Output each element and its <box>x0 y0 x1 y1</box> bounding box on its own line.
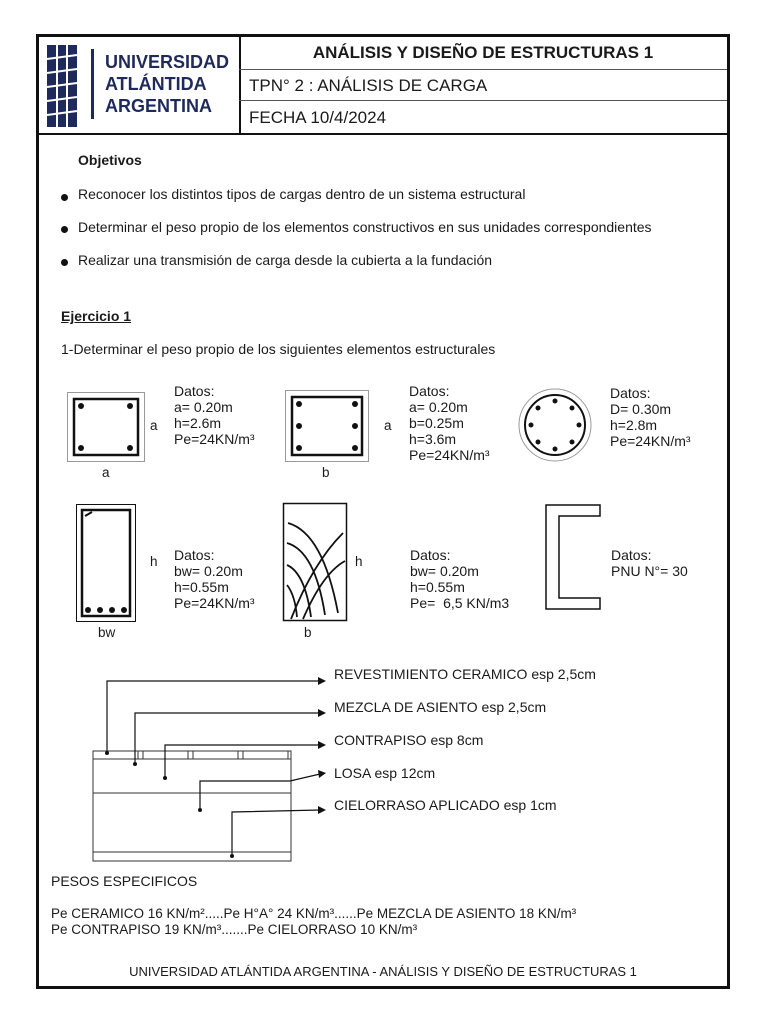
tpn-title: TPN° 2 : ANÁLISIS DE CARGA <box>239 70 727 101</box>
pesos-line-2: Pe CONTRAPISO 19 KN/m³.......Pe CIELORRASO 10 KN/m³ <box>51 922 418 937</box>
circular-column-section <box>518 388 592 462</box>
side-label: a <box>150 418 158 433</box>
objetivo-item: Reconocer los distintos tipos de cargas dentro de un sistema estructural <box>78 186 526 202</box>
fecha: FECHA 10/4/2024 <box>249 108 387 127</box>
bottom-label: b <box>304 625 312 640</box>
bottom-label: b <box>322 465 330 480</box>
layer-label: CONTRAPISO esp 8cm <box>334 732 484 748</box>
pnu-channel-section <box>545 504 601 610</box>
side-label: a <box>384 418 392 433</box>
wood-beam-section <box>283 503 347 621</box>
datos-element-5: Datos: bw= 0.20m h=0.55m Pe= 6,5 KN/m3 <box>410 547 510 611</box>
ejercicio-heading: Ejercicio 1 <box>61 308 132 324</box>
beam-section <box>76 504 136 622</box>
logo-grid-icon <box>47 45 77 127</box>
objetivo-item: Realizar una transmisión de carga desde la cubierta a la fundación <box>78 252 493 268</box>
layer-label: REVESTIMIENTO CERAMICO esp 2,5cm <box>334 666 596 682</box>
logo-divider <box>91 49 94 119</box>
logo-line-1: UNIVERSIDAD <box>105 52 230 72</box>
layer-label: CIELORRASO APLICADO esp 1cm <box>334 797 557 813</box>
datos-element-4: Datos: bw= 0.20m h=0.55m Pe=24KN/m³ <box>174 547 255 611</box>
layer-label: LOSA esp 12cm <box>334 765 436 781</box>
datos-element-6: Datos: PNU N°= 30 <box>611 547 688 579</box>
university-logo <box>39 37 241 133</box>
pesos-heading: PESOS ESPECIFICOS <box>51 873 198 889</box>
bottom-label: a <box>102 465 110 480</box>
bullet-icon <box>61 259 68 266</box>
datos-element-3: Datos: D= 0.30m h=2.8m Pe=24KN/m³ <box>610 385 691 449</box>
pesos-line-1: Pe CERAMICO 16 KN/m².....Pe H°A° 24 KN/m³......Pe MEZCLA DE ASIENTO 18 KN/m³ <box>51 906 577 921</box>
bottom-label: bw <box>98 625 116 640</box>
floor-layers-diagram <box>0 660 768 865</box>
square-column-section <box>67 392 145 462</box>
datos-element-2: Datos: a= 0.20m b=0.25m h=3.6m Pe=24KN/m³ <box>409 383 490 463</box>
ejercicio-statement: 1-Determinar el peso propio de los siguientes elementos estructurales <box>61 341 496 357</box>
bullet-icon <box>61 226 68 233</box>
page-footer: UNIVERSIDAD ATLÁNTIDA ARGENTINA - ANÁLISIS Y DISEÑO DE ESTRUCTURAS 1 <box>129 964 637 979</box>
course-title: ANÁLISIS Y DISEÑO DE ESTRUCTURAS 1 <box>239 37 727 70</box>
rect-column-section <box>285 390 369 462</box>
bullet-icon <box>61 194 68 201</box>
layer-label: MEZCLA DE ASIENTO esp 2,5cm <box>334 699 547 715</box>
objetivo-item: Determinar el peso propio de los elementos constructivos en sus unidades correspondientes <box>78 219 652 235</box>
side-label: h <box>355 554 363 569</box>
datos-element-1: Datos: a= 0.20m h=2.6m Pe=24KN/m³ <box>174 383 255 447</box>
side-label: h <box>150 554 158 569</box>
logo-line-3: ARGENTINA <box>105 96 212 116</box>
logo-line-2: ATLÁNTIDA <box>105 74 207 94</box>
objetivos-heading: Objetivos <box>78 152 142 168</box>
document-header <box>39 37 727 135</box>
